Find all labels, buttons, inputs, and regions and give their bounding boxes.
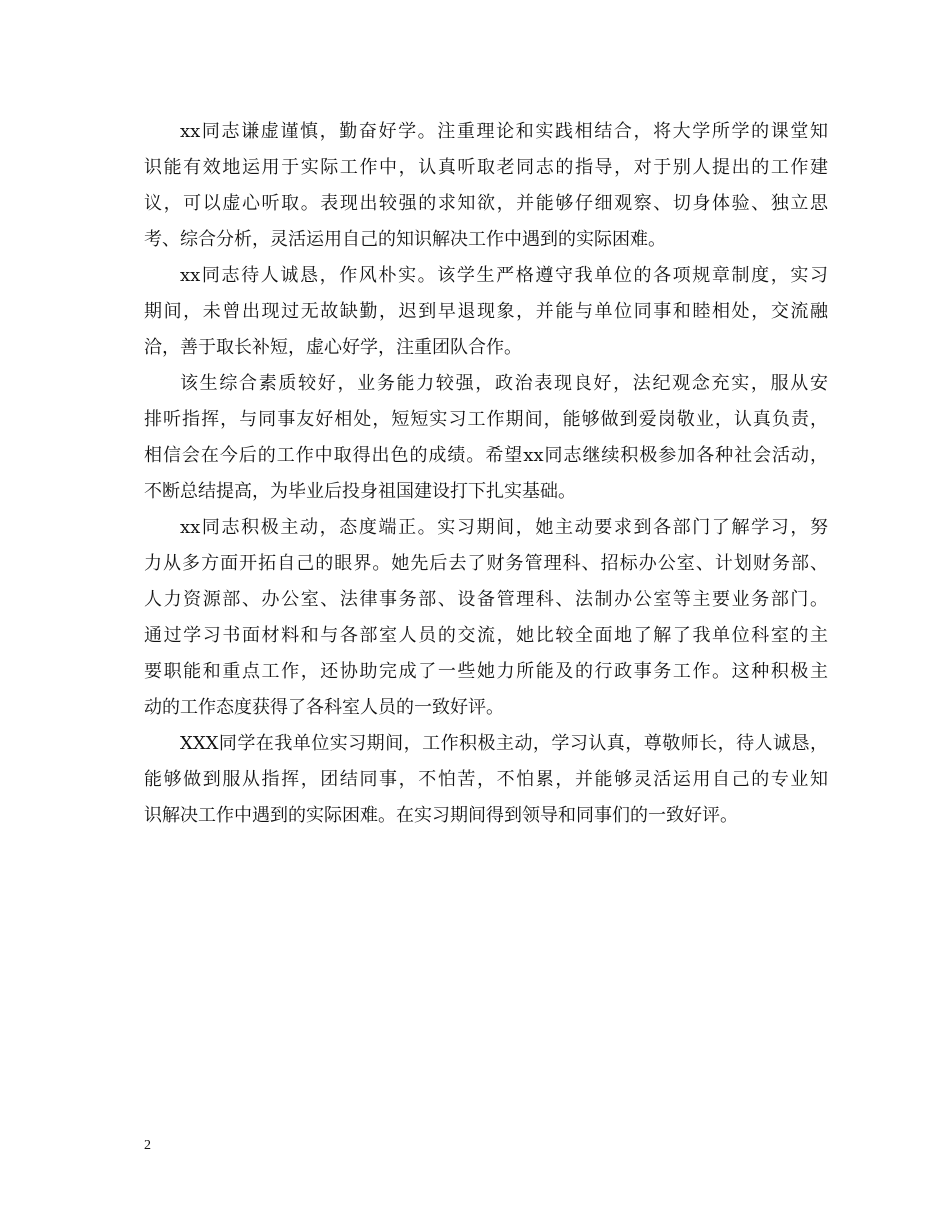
text-line: 考、综合分析，灵活运用自己的知识解决工作中遇到的实际困难。 bbox=[144, 229, 666, 250]
text-line: 通过学习书面材料和与各部室人员的交流，她比较全面地了解了我单位科室的主 bbox=[144, 625, 828, 646]
text-line: 能够做到服从指挥，团结同事，不怕苦，不怕累，并能够灵活运用自己的专业知 bbox=[144, 769, 828, 790]
paragraph-2 bbox=[144, 258, 828, 366]
text-line: xx同志谦虚谨慎，勤奋好学。注重理论和实践相结合，将大学所学的课堂知 bbox=[180, 121, 828, 142]
text-line: 相信会在今后的工作中取得出色的成绩。希望xx同志继续积极参加各种社会活动， bbox=[144, 445, 828, 466]
text-line: 期间，未曾出现过无故缺勤，迟到早退现象，并能与单位同事和睦相处，交流融 bbox=[144, 301, 828, 322]
text-line: 人力资源部、办公室、法律事务部、设备管理科、法制办公室等主要业务部门。 bbox=[144, 589, 828, 610]
text-line: 洽，善于取长补短，虚心好学，注重团队合作。 bbox=[144, 337, 522, 358]
paragraph-4 bbox=[144, 510, 828, 726]
text-line: 该生综合素质较好，业务能力较强，政治表现良好，法纪观念充实，服从安 bbox=[180, 373, 828, 394]
text-line: 要职能和重点工作，还协助完成了一些她力所能及的行政事务工作。这种积极主 bbox=[144, 661, 828, 682]
text-line: 力从多方面开拓自己的眼界。她先后去了财务管理科、招标办公室、计划财务部、 bbox=[144, 553, 828, 574]
text-line: 识解决工作中遇到的实际困难。在实习期间得到领导和同事们的一致好评。 bbox=[144, 805, 738, 826]
paragraph-5 bbox=[144, 726, 828, 834]
text-line: XXX同学在我单位实习期间，工作积极主动，学习认真，尊敬师长，待人诚恳， bbox=[180, 733, 828, 754]
text-line: 不断总结提高，为毕业后投身祖国建设打下扎实基础。 bbox=[144, 481, 576, 502]
text-line: 动的工作态度获得了各科室人员的一致好评。 bbox=[144, 697, 504, 718]
text-line: 识能有效地运用于实际工作中，认真听取老同志的指导，对于别人提出的工作建 bbox=[144, 157, 828, 178]
page-number: 2 bbox=[144, 1138, 151, 1153]
text-line: xx同志积极主动，态度端正。实习期间，她主动要求到各部门了解学习，努 bbox=[180, 517, 828, 538]
text-line: 排听指挥，与同事友好相处，短短实习工作期间，能够做到爱岗敬业，认真负责， bbox=[144, 409, 828, 430]
paragraph-3 bbox=[144, 366, 828, 510]
text-line: 议，可以虚心听取。表现出较强的求知欲，并能够仔细观察、切身体验、独立思 bbox=[144, 193, 828, 214]
text-line: xx同志待人诚恳，作风朴实。该学生严格遵守我单位的各项规章制度，实习 bbox=[180, 265, 828, 286]
document-body bbox=[144, 114, 828, 834]
paragraph-1 bbox=[144, 114, 828, 258]
